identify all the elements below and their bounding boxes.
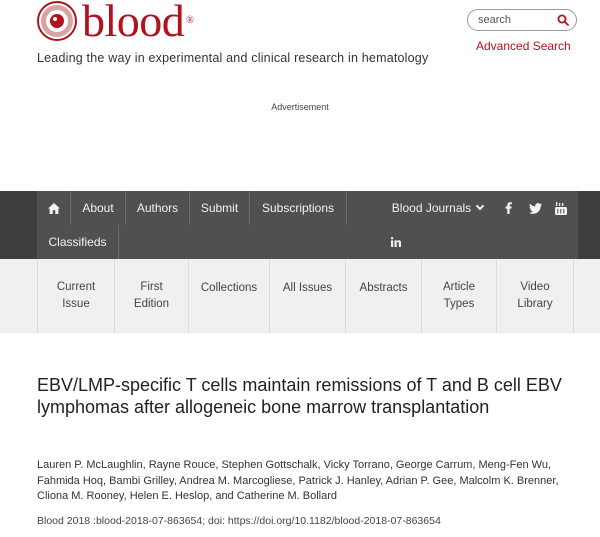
article-authors: Lauren P. McLaughlin, Rayne Rouce, Stephen Gottschalk, Vicky Torrano, George Carrum, Meng-Fen Wu, Fahmida Hoq, Bambi Grilley, Andrea M. Marcogliese, Patrick J. Hanley, Adrian P. Gee, Malcolm K. Brenner, Cliona M. Rooney, Helen E. Heslop, and Catherine M. Bollard <box>37 459 559 503</box>
sub-nav <box>0 259 600 333</box>
nav-classifieds[interactable]: Classifieds <box>37 225 119 259</box>
nav-twitter[interactable] <box>523 191 547 225</box>
twitter-icon <box>529 203 542 214</box>
subnav-abstracts[interactable]: Abstracts <box>346 259 422 333</box>
nav-about[interactable]: About <box>71 191 126 225</box>
advertisement-label: Advertisement <box>271 102 329 112</box>
article-citation: Blood 2018 :blood-2018-07-863654; doi: https://doi.org/10.1182/blood-2018-07-863654 <box>37 515 441 527</box>
home-icon <box>48 203 60 214</box>
nav-blood-journals-label: Blood Journals <box>391 201 472 215</box>
nav-subscriptions[interactable]: Subscriptions <box>250 191 347 225</box>
search-icon[interactable] <box>557 14 569 26</box>
search-box <box>467 9 577 31</box>
subnav-all-issues[interactable]: All Issues <box>270 259 346 333</box>
nav-home[interactable] <box>37 191 71 225</box>
article-title: EBV/LMP-specific T cells maintain remissions of T and B cell EBV lymphomas after allogeneic bone marrow transplantation <box>37 375 562 417</box>
ash-seal-icon <box>37 1 77 41</box>
site-header <box>0 0 600 80</box>
main-nav <box>0 191 600 259</box>
youtube-icon <box>555 202 567 215</box>
subnav-collections[interactable]: Collections <box>189 259 270 333</box>
linkedin-icon <box>391 237 401 247</box>
advanced-search-link[interactable]: Advanced Search <box>476 39 571 53</box>
nav-facebook[interactable] <box>497 191 519 225</box>
nav-submit[interactable]: Submit <box>190 191 250 225</box>
chevron-down-icon <box>476 202 484 210</box>
subnav-current-issue[interactable]: Current Issue <box>37 259 115 333</box>
nav-blood-journals[interactable] <box>380 191 495 225</box>
subnav-video-library[interactable]: Video Library <box>497 259 574 333</box>
facebook-icon <box>505 202 512 214</box>
nav-youtube[interactable] <box>550 191 572 225</box>
brand-wordmark: blood ® <box>82 0 194 46</box>
nav-authors[interactable]: Authors <box>126 191 190 225</box>
nav-linkedin[interactable] <box>384 225 408 259</box>
subnav-first-edition[interactable]: First Edition <box>115 259 189 333</box>
search-input[interactable] <box>478 14 560 26</box>
blood-logo[interactable] <box>37 0 194 46</box>
site-tagline: Leading the way in experimental and clinical research in hematology <box>37 51 429 65</box>
subnav-article-types[interactable]: Article Types <box>422 259 497 333</box>
